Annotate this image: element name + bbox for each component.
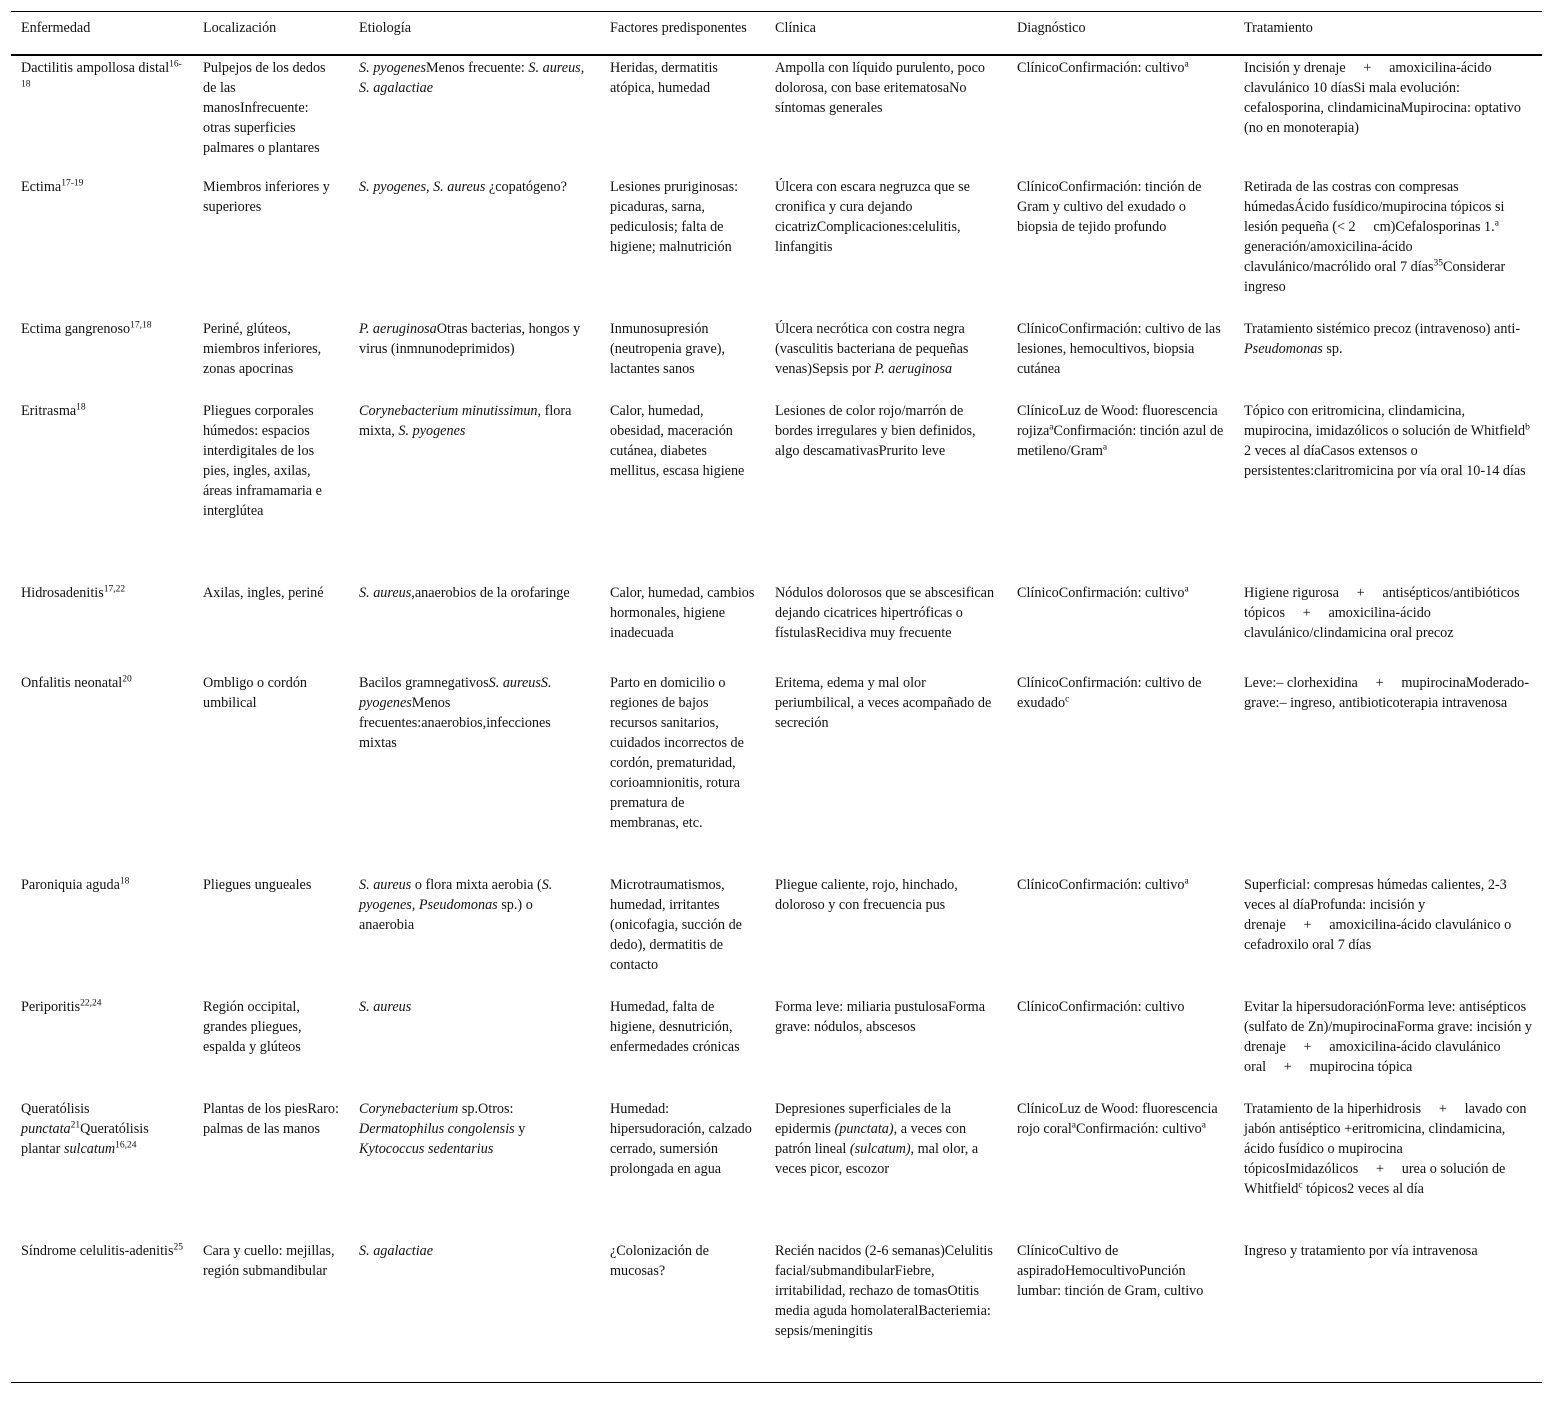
cell-etiologia: Corynebacterium sp.Otros: Dermatophilus congolensis y Kytococcus sedentarius bbox=[359, 1100, 526, 1157]
table-row bbox=[11, 997, 1542, 1099]
cell-localizacion: Periné, glúteos, miembros inferiores, zonas apocrinas bbox=[203, 320, 322, 377]
cell-localizacion: Miembros inferiores y superiores bbox=[203, 178, 330, 215]
cell-enfermedad: Paroniquia aguda$^{18}$ bbox=[21, 875, 130, 893]
cell-localizacion: Pliegues corporales húmedos: espacios interdigitales de los pies, ingles, axilas, áreas inframamaria e interglútea bbox=[203, 402, 322, 519]
cell-clinica: Pliegue caliente, rojo, hinchado, doloroso y con frecuencia pus bbox=[775, 876, 958, 913]
cell-factores: Calor, humedad, cambios hormonales, higiene inadecuada bbox=[610, 584, 755, 641]
cell-enfermedad: Ectima gangrenoso$^{17,18}$ bbox=[21, 319, 152, 337]
header-tratamiento: Tratamiento bbox=[1234, 12, 1542, 55]
cell-localizacion: Plantas de los piesRaro: palmas de las manos bbox=[203, 1100, 339, 1137]
header-clinica: Clínica bbox=[765, 12, 1007, 55]
cell-factores: Parto en domicilio o regiones de bajos recursos sanitarios, cuidados incorrectos de cordón, prematuridad, corioamnionitis, rotura prematura de membranas, etc. bbox=[610, 674, 744, 831]
cell-diagnostico: ClínicoConfirmación: cultivo de exudado$^c$ bbox=[1017, 674, 1202, 711]
cell-etiologia: S. aureus o flora mixta aerobia (S. pyogenes, Pseudomonas sp.) o anaerobia bbox=[359, 876, 553, 933]
cell-factores: Heridas, dermatitis atópica, humedad bbox=[610, 59, 718, 96]
cell-diagnostico: ClínicoLuz de Wood: fluorescencia rojo coral$^a$Confirmación: cultivo$^a$ bbox=[1017, 1100, 1218, 1137]
cell-factores: ¿Colonización de mucosas? bbox=[610, 1242, 709, 1279]
table-row bbox=[11, 319, 1542, 401]
cell-tratamiento: Higiene rigurosa + antisépticos/antibióticos tópicos + amoxicilina-ácido clavulánico/clindamicina oral precoz bbox=[1244, 584, 1520, 641]
cell-etiologia: S. aureus bbox=[359, 998, 412, 1015]
cell-localizacion: Región occipital, grandes pliegues, espalda y glúteos bbox=[203, 998, 302, 1055]
cell-tratamiento: Tratamiento de la hiperhidrosis + lavado con jabón antiséptico +eritromicina, clindamicina, ácido fusídico o mupirocina tópicosImidazólicos + urea o solución de Whitfield$^c$ tópicos2 veces al día bbox=[1244, 1100, 1527, 1197]
header-row bbox=[11, 12, 1542, 55]
cell-tratamiento: Leve:– clorhexidina + mupirocinaModerado-grave:– ingreso, antibioticoterapia intravenosa bbox=[1244, 674, 1529, 711]
cell-etiologia: P. aeruginosaOtras bacterias, hongos y virus (inmnunodeprimidos) bbox=[359, 320, 581, 357]
cell-tratamiento: Evitar la hipersudoraciónForma leve: antisépticos (sulfato de Zn)/mupirocinaForma grave: incisión y drenaje + amoxicilina-ácido clavulánico oral + mupirocina tópica bbox=[1244, 998, 1533, 1075]
cell-factores: Lesiones pruriginosas: picaduras, sarna, pediculosis; falta de higiene; malnutrición bbox=[610, 178, 739, 255]
cell-clinica: Forma leve: miliaria pustulosaForma grave: nódulos, abscesos bbox=[775, 998, 986, 1035]
cell-factores: Calor, humedad, obesidad, maceración cutánea, diabetes mellitus, escasa higiene bbox=[610, 402, 745, 479]
cell-tratamiento: Ingreso y tratamiento por vía intravenosa bbox=[1244, 1242, 1478, 1259]
cell-etiologia: S. pyogenes, S. aureus ¿copatógeno? bbox=[359, 178, 567, 195]
cell-etiologia: Bacilos gramnegativosS. aureusS. pyogenesMenos frecuentes:anaerobios,infecciones mixtas bbox=[359, 674, 552, 751]
table-row bbox=[11, 177, 1542, 319]
cell-localizacion: Pliegues ungueales bbox=[203, 876, 312, 893]
table-row bbox=[11, 1099, 1542, 1241]
cell-localizacion: Ombligo o cordón umbilical bbox=[203, 674, 308, 711]
disease-table bbox=[11, 11, 1542, 1383]
table-row bbox=[11, 583, 1542, 673]
cell-enfermedad: Queratólisis punctata$^{21}$Queratólisis plantar sulcatum$^{16,24}$ bbox=[21, 1100, 149, 1157]
cell-localizacion: Axilas, ingles, periné bbox=[203, 584, 324, 601]
cell-clinica: Depresiones superficiales de la epidermis (punctata), a veces con patrón lineal (sulcatum), mal olor, a veces picor, escozor bbox=[775, 1100, 979, 1177]
cell-diagnostico: ClínicoConfirmación: cultivo de las lesiones, hemocultivos, biopsia cutánea bbox=[1017, 320, 1221, 377]
cell-enfermedad: Eritrasma$^{18}$ bbox=[21, 401, 86, 419]
cell-enfermedad: Hidrosadenitis$^{17,22}$ bbox=[21, 583, 126, 601]
cell-factores: Humedad, falta de higiene, desnutrición, enfermedades crónicas bbox=[610, 998, 740, 1055]
header-diagnostico: Diagnóstico bbox=[1007, 12, 1234, 55]
cell-enfermedad: Periporitis$^{22,24}$ bbox=[21, 997, 102, 1015]
cell-etiologia: S. pyogenesMenos frecuente: S. aureus, S. agalactiae bbox=[359, 59, 585, 96]
cell-tratamiento: Incisión y drenaje + amoxicilina-ácido clavulánico 10 díasSi mala evolución: cefalosporina, clindamicinaMupirocina: optativo (no en monoterapia) bbox=[1244, 59, 1521, 136]
header-enfermedad: Enfermedad bbox=[11, 12, 193, 55]
cell-clinica: Recién nacidos (2-6 semanas)Celulitis facial/submandibularFiebre, irritabilidad, rechazo de tomasOtitis media aguda homolateralBacteriemia: sepsis/meningitis bbox=[775, 1242, 993, 1339]
cell-clinica: Eritema, edema y mal olor periumbilical, a veces acompañado de secreción bbox=[775, 674, 992, 731]
cell-clinica: Úlcera con escara negruzca que se cronifica y cura dejando cicatrizComplicaciones:celulitis, linfangitis bbox=[775, 178, 970, 255]
cell-tratamiento: Retirada de las costras con compresas húmedasÁcido fusídico/mupirocina tópicos si lesión pequeña (< 2 cm)Cefalosporinas 1.$^a$ generación/amoxicilina-ácido clavulánico/macrólido oral 7 días$^{35}$Considerar ingreso bbox=[1244, 178, 1506, 295]
cell-diagnostico: ClínicoLuz de Wood: fluorescencia rojiza$^a$Confirmación: tinción azul de metileno/Gram$^a$ bbox=[1017, 402, 1224, 459]
cell-diagnostico: ClínicoConfirmación: cultivo$^a$ bbox=[1017, 58, 1189, 76]
header-factores: Factores predisponentes bbox=[600, 12, 765, 55]
table-row bbox=[11, 673, 1542, 875]
cell-tratamiento: Tópico con eritromicina, clindamicina, mupirocina, imidazólicos o solución de Whitfield$^b$ 2 veces al díaCasos extensos o persistentes:claritromicina por vía oral 10-14 días bbox=[1244, 402, 1530, 479]
cell-etiologia: S. aureus,anaerobios de la orofaringe bbox=[359, 584, 570, 601]
cell-tratamiento: Tratamiento sistémico precoz (intravenoso) anti-Pseudomonas sp. bbox=[1244, 320, 1521, 357]
table-row bbox=[11, 875, 1542, 997]
cell-etiologia: S. agalactiae bbox=[359, 1242, 434, 1259]
cell-factores: Inmunosupresión (neutropenia grave), lactantes sanos bbox=[610, 320, 726, 377]
cell-localizacion: Cara y cuello: mejillas, región submandibular bbox=[203, 1242, 335, 1279]
cell-enfermedad: Onfalitis neonatal$^{20}$ bbox=[21, 673, 132, 691]
cell-etiologia: Corynebacterium minutissimun, flora mixta, S. pyogenes bbox=[359, 402, 572, 439]
cell-clinica: Ampolla con líquido purulento, poco dolorosa, con base eritematosaNo síntomas generales bbox=[775, 59, 986, 116]
cell-enfermedad: Síndrome celulitis-adenitis$^{25}$ bbox=[21, 1241, 183, 1259]
cell-tratamiento: Superficial: compresas húmedas calientes, 2-3 veces al díaProfunda: incisión y drenaje + amoxicilina-ácido clavulánico o cefadroxilo oral 7 días bbox=[1244, 876, 1512, 953]
table-body bbox=[11, 55, 1542, 1383]
cell-localizacion: Pulpejos de los dedos de las manosInfrecuente: otras superficies palmares o plantares bbox=[203, 59, 326, 156]
cell-clinica: Lesiones de color rojo/marrón de bordes irregulares y bien definidos, algo descamativasPrurito leve bbox=[775, 402, 976, 459]
cell-clinica: Úlcera necrótica con costra negra (vasculitis bacteriana de pequeñas venas)Sepsis por P. aeruginosa bbox=[775, 320, 969, 377]
cell-diagnostico: ClínicoConfirmación: tinción de Gram y cultivo del exudado o biopsia de tejido profundo bbox=[1017, 178, 1202, 235]
cell-factores: Microtraumatismos, humedad, irritantes (onicofagia, succión de dedo), dermatitis de contacto bbox=[610, 876, 742, 973]
cell-enfermedad: Dactilitis ampollosa distal$^{16-18}$ bbox=[21, 58, 182, 89]
cell-clinica: Nódulos dolorosos que se abscesifican dejando cicatrices hipertróficas o fístulasRecidiva muy frecuente bbox=[775, 584, 995, 641]
header-localizacion: Localización bbox=[193, 12, 349, 55]
cell-enfermedad: Ectima$^{17-19}$ bbox=[21, 177, 84, 195]
cell-factores: Humedad: hipersudoración, calzado cerrado, sumersión prolongada en agua bbox=[610, 1100, 752, 1177]
cell-diagnostico: ClínicoCultivo de aspiradoHemocultivoPunción lumbar: tinción de Gram, cultivo bbox=[1017, 1242, 1204, 1299]
cell-diagnostico: ClínicoConfirmación: cultivo$^a$ bbox=[1017, 583, 1189, 601]
cell-diagnostico: ClínicoConfirmación: cultivo$^a$ bbox=[1017, 875, 1189, 893]
cell-diagnostico: ClínicoConfirmación: cultivo bbox=[1017, 998, 1185, 1015]
table-row bbox=[11, 401, 1542, 583]
table-row bbox=[11, 1241, 1542, 1383]
header-etiologia: Etiología bbox=[349, 12, 600, 55]
table-row bbox=[11, 55, 1542, 177]
